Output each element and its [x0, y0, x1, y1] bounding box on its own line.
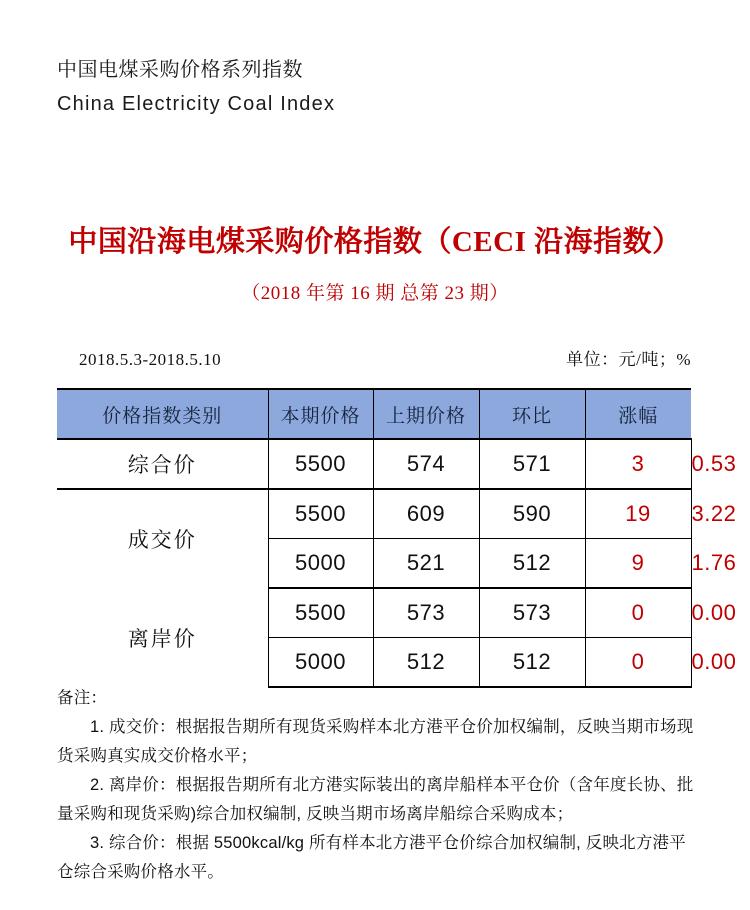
cell-chain-change: 3	[585, 439, 691, 489]
column-header-chain-change: 环比	[479, 389, 585, 439]
cell-spec: 5000	[268, 638, 373, 688]
cell-previous-price: 512	[479, 539, 585, 589]
notes-heading: 备注：	[57, 689, 108, 707]
cell-spec: 5500	[268, 489, 373, 539]
meta-row	[57, 345, 691, 370]
column-header-percent-change: 涨幅	[585, 389, 691, 439]
page-title: 中国沿海电煤采购价格指数（CECI 沿海指数）	[68, 226, 682, 258]
cell-chain-change: 0	[585, 638, 691, 688]
cell-chain-change: 0	[585, 588, 691, 638]
date-range: 2018.5.3-2018.5.10	[79, 350, 222, 369]
notes-section	[57, 684, 702, 887]
cell-current-price: 573	[373, 588, 479, 638]
cell-previous-price: 512	[479, 638, 585, 688]
issue-subtitle: （2018 年第 16 期 总第 23 期）	[241, 283, 509, 304]
table-row: 成交价 5500 609 590 19 3.22	[57, 489, 691, 539]
cell-spec: 5000	[268, 539, 373, 589]
masthead	[57, 55, 677, 119]
table-row: 综合价 5500 574 571 3 0.53	[57, 439, 691, 489]
cell-previous-price: 571	[479, 439, 585, 489]
column-header-previous-price: 上期价格	[373, 389, 479, 439]
cell-current-price: 609	[373, 489, 479, 539]
row-group-label-transaction: 成交价	[127, 529, 197, 552]
cell-current-price: 512	[373, 638, 479, 688]
price-index-table	[57, 388, 737, 688]
row-group-label-fob: 离岸价	[127, 627, 197, 651]
note-item-3: 3. 综合价：根据 5500kcal/kg 所有样本北方港平仓价综合加权编制, 反映北方港平仓综合采购价格水平。	[57, 834, 686, 881]
cell-previous-price: 590	[479, 489, 585, 539]
cell-current-price: 521	[373, 539, 479, 589]
note-item-1: 1. 成交价：根据报告期所有现货采购样本北方港平仓价加权编制，反映当期市场现货采购真实成交价格水平；	[57, 718, 694, 765]
table-row: 5000 521 512 9 1.76	[57, 539, 691, 589]
unit-label: 单位：元/吨；%	[566, 350, 691, 369]
table-row: 5000 512 512 0 0.00	[57, 638, 691, 688]
cell-spec: 5500	[268, 588, 373, 638]
title-block	[0, 222, 750, 308]
row-group-label-composite: 综合价	[57, 439, 268, 489]
cell-chain-change: 19	[585, 489, 691, 539]
cell-current-price: 574	[373, 439, 479, 489]
column-header-current-price: 本期价格	[268, 389, 373, 439]
masthead-title-en: China Electricity Coal Index	[57, 93, 336, 115]
cell-spec: 5500	[268, 439, 373, 489]
table-row: 离岸价 5500 573 573 0 0.00	[57, 588, 691, 638]
cell-previous-price: 573	[479, 588, 585, 638]
cell-chain-change: 9	[585, 539, 691, 589]
masthead-title-cn: 中国电煤采购价格系列指数	[57, 59, 303, 81]
table-header-row	[57, 389, 691, 439]
note-item-2: 2. 离岸价：根据报告期所有北方港实际装出的离岸船样本平仓价（含年度长协、批量采购和现货采购)综合加权编制, 反映当期市场离岸船综合采购成本；	[57, 776, 694, 823]
column-header-category: 价格指数类别	[57, 389, 268, 439]
